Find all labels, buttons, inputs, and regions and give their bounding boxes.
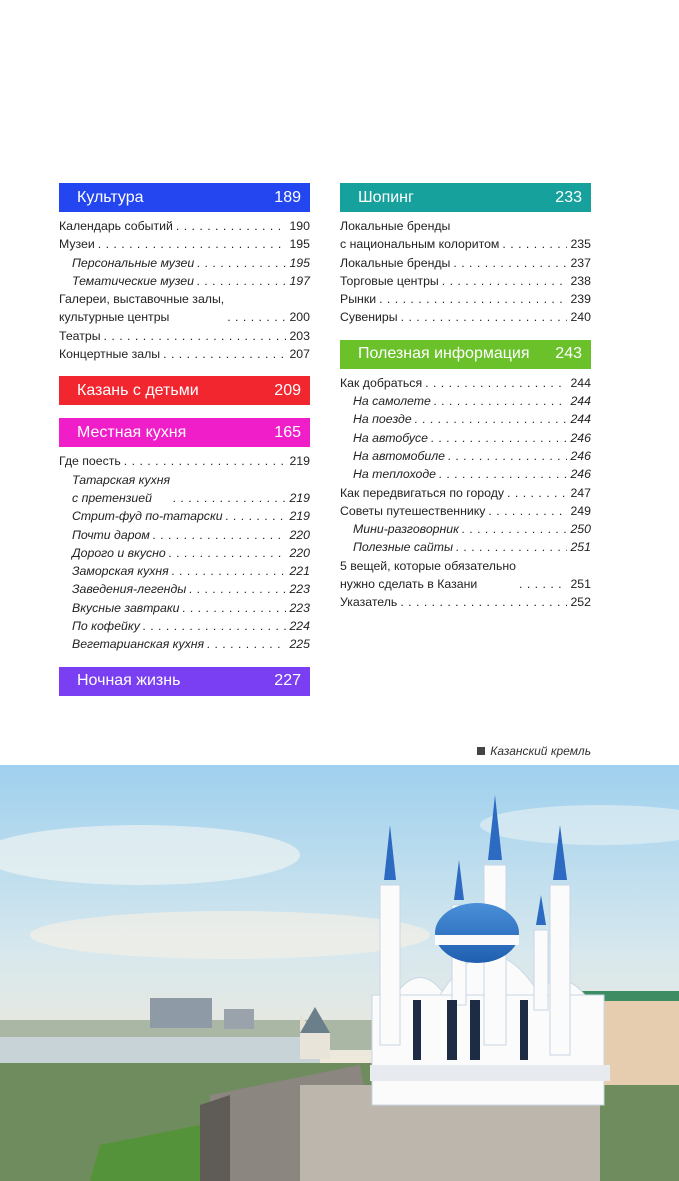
toc-entry-page: 244 (570, 375, 591, 390)
toc-left-column (59, 183, 310, 696)
toc-right-column (340, 183, 591, 612)
toc-entry-title: По кофейку (72, 619, 140, 634)
toc-entry-page: 235 (570, 237, 591, 252)
toc-entry-list (59, 447, 310, 653)
toc-entry-page: 246 (570, 448, 591, 463)
toc-entry-title: Локальные бренды (340, 255, 451, 270)
toc-subentry (59, 635, 310, 653)
toc-entry (340, 593, 591, 611)
toc-entry-page: 246 (570, 430, 591, 445)
section-title: Казань с детьми (77, 381, 199, 399)
toc-entry (340, 374, 591, 392)
toc-entry-page: 246 (570, 467, 591, 482)
dot-leader (143, 617, 287, 635)
section-header (340, 340, 591, 369)
dot-leader (448, 447, 567, 465)
photo-caption (477, 744, 591, 758)
toc-entry-list (340, 369, 591, 612)
toc-entry-page: 195 (289, 237, 310, 252)
dot-leader (189, 580, 286, 598)
section-title: Культура (77, 188, 144, 206)
toc-entry-page: 219 (289, 509, 310, 524)
toc-entry-page: 244 (570, 394, 591, 409)
toc-entry-page: 207 (289, 347, 310, 362)
toc-entry-title: Тематические музеи (72, 273, 194, 288)
toc-entry-title: Мини-разговорник (353, 522, 459, 537)
toc-entry (59, 290, 310, 327)
toc-subentry (59, 562, 310, 580)
toc-subentry (59, 599, 310, 617)
toc-entry-page: 195 (289, 255, 310, 270)
toc-entry (340, 557, 591, 594)
section-header (59, 667, 310, 696)
dot-leader (98, 235, 287, 253)
section-header (59, 376, 310, 405)
toc-entry (59, 235, 310, 253)
dot-leader (462, 520, 568, 538)
caption-square-icon (477, 747, 485, 755)
toc-entry-page: 219 (289, 454, 310, 469)
toc-entry (59, 452, 310, 470)
toc-entry-page: 200 (289, 310, 310, 325)
toc-entry-page: 220 (289, 527, 310, 542)
toc-entry-title: На поезде (353, 412, 412, 427)
toc-entry-page: 225 (289, 637, 310, 652)
toc-subentry (340, 447, 591, 465)
toc-entry (59, 327, 310, 345)
photo-caption-text: Казанский кремль (490, 744, 591, 758)
dot-leader (173, 489, 286, 507)
toc-entry-page: 223 (289, 600, 310, 615)
toc-entry-title: Персональные музеи (72, 255, 195, 270)
toc-entry-title: Рынки (340, 292, 377, 307)
section-title: Шопинг (358, 188, 414, 206)
toc-entry-title: Торговые центры (340, 273, 439, 288)
toc-entry-page: 247 (570, 485, 591, 500)
toc-subentry (340, 538, 591, 556)
toc-entry-page: 237 (570, 255, 591, 270)
dot-leader (104, 327, 287, 345)
toc-subentry (340, 429, 591, 447)
toc-subentry (59, 580, 310, 598)
toc-entry-title: На автомобиле (353, 448, 445, 463)
toc-entry-list (340, 212, 591, 327)
toc-entry (59, 217, 310, 235)
toc-entry-title: Дорого и вкусно (72, 545, 166, 560)
dot-leader (415, 410, 568, 428)
section-page-number: 165 (274, 423, 301, 441)
dot-leader (172, 562, 287, 580)
toc-subentry (59, 526, 310, 544)
section-page-number: 209 (274, 381, 301, 399)
dot-leader (488, 502, 567, 520)
dot-leader (502, 235, 567, 253)
toc-entry (340, 254, 591, 272)
toc-entry-title: Музеи (59, 237, 95, 252)
kazan-kremlin-photo (0, 765, 679, 1181)
toc-entry-title: Полезные сайты (353, 540, 454, 555)
dot-leader (507, 484, 567, 502)
toc-entry-page: 223 (289, 582, 310, 597)
dot-leader (453, 254, 567, 272)
toc-entry-page: 252 (570, 595, 591, 610)
section-title: Полезная информация (358, 345, 530, 363)
toc-entry (340, 502, 591, 520)
dot-leader (442, 272, 568, 290)
toc-entry-page: 221 (289, 564, 310, 579)
dot-leader (456, 538, 567, 556)
toc-entry-page: 224 (289, 619, 310, 634)
toc-entry-page: 249 (570, 503, 591, 518)
section-page-number: 233 (555, 188, 582, 206)
toc-entry-title: Локальные бренды с национальным колоритом (340, 219, 500, 252)
toc-entry-title: Заведения-легенды (72, 582, 187, 597)
toc-entry (340, 290, 591, 308)
dot-leader (425, 374, 567, 392)
toc-entry-title: Как передвигаться по городу (340, 485, 505, 500)
toc-entry-page: 251 (570, 577, 591, 592)
dot-leader (226, 507, 287, 525)
dot-leader (401, 308, 568, 326)
toc-entry-page: 244 (570, 412, 591, 427)
toc-subentry (340, 410, 591, 428)
section-title: Местная кухня (77, 423, 187, 441)
section-header (340, 183, 591, 212)
toc-entry-page: 251 (570, 540, 591, 555)
toc-entry-page: 238 (570, 273, 591, 288)
toc-entry-title: Заморская кухня (72, 564, 169, 579)
dot-leader (207, 635, 286, 653)
toc-entry-title: 5 вещей, которые обязательно нужно сделать в Казани (340, 558, 516, 592)
toc-entry-page: 239 (570, 292, 591, 307)
toc-subentry (59, 272, 310, 290)
toc-entry (340, 484, 591, 502)
toc-entry-title: Календарь событий (59, 219, 173, 233)
dot-leader (519, 575, 567, 593)
toc-entry-title: Сувениры (340, 310, 398, 325)
toc-entry (340, 308, 591, 326)
toc-subentry (340, 520, 591, 538)
dot-leader (400, 593, 567, 611)
toc-entry-title: Указатель (340, 595, 398, 610)
toc-subentry (59, 254, 310, 272)
toc-entry-title: На теплоходе (353, 467, 436, 482)
section-header (59, 418, 310, 447)
dot-leader (183, 599, 287, 617)
toc-entry-page: 240 (570, 310, 591, 325)
toc-subentry (340, 465, 591, 483)
dot-leader (153, 526, 287, 544)
toc-subentry (340, 392, 591, 410)
section-header (59, 183, 310, 212)
toc-entry-title: Театры (59, 328, 101, 343)
section-page-number: 227 (274, 672, 301, 690)
toc-entry-title: Как добраться (340, 375, 423, 390)
toc-entry-page: 219 (289, 490, 310, 505)
toc-subentry (59, 617, 310, 635)
section-page-number: 189 (274, 188, 301, 206)
toc-subentry (59, 471, 310, 508)
dot-leader (169, 544, 287, 562)
toc-entry (340, 217, 591, 254)
toc-entry-page: 250 (570, 522, 591, 537)
dot-leader (197, 272, 287, 290)
dot-leader (379, 290, 567, 308)
dot-leader (439, 465, 567, 483)
toc-entry-list (59, 212, 310, 363)
toc-subentry (59, 507, 310, 525)
toc-entry-page: 203 (289, 328, 310, 343)
toc-entry-title: Стрит-фуд по-татарски (72, 509, 223, 524)
dot-leader (434, 392, 568, 410)
dot-leader (124, 452, 287, 470)
toc-entry (340, 272, 591, 290)
toc-entry (59, 345, 310, 363)
toc-entry-title: Советы путешественнику (340, 503, 486, 518)
toc-entry-title: Концертные залы (59, 347, 161, 362)
toc-entry-page: 220 (289, 545, 310, 560)
dot-leader (227, 308, 286, 326)
toc-entry-title: Татарская кухня с претензией (72, 472, 171, 505)
toc-entry-title: Почти даром (72, 527, 150, 542)
section-title: Ночная жизнь (77, 672, 181, 690)
toc-entry-title: На самолете (353, 394, 431, 409)
toc-entry-page: 197 (289, 273, 310, 288)
toc-entry-title: Где поесть (59, 454, 121, 469)
toc-entry-page: 190 (289, 219, 310, 233)
toc-entry-title: Галереи, выставочные залы, культурные центры (59, 292, 225, 325)
toc-entry-title: Вегетарианская кухня (72, 637, 205, 652)
dot-leader (176, 217, 287, 235)
toc-entry-title: На автобусе (353, 430, 428, 445)
toc-entry-title: Вкусные завтраки (72, 600, 180, 615)
dot-leader (197, 254, 286, 272)
section-page-number: 243 (555, 345, 582, 363)
dot-leader (431, 429, 567, 447)
dot-leader (163, 345, 286, 363)
toc-subentry (59, 544, 310, 562)
